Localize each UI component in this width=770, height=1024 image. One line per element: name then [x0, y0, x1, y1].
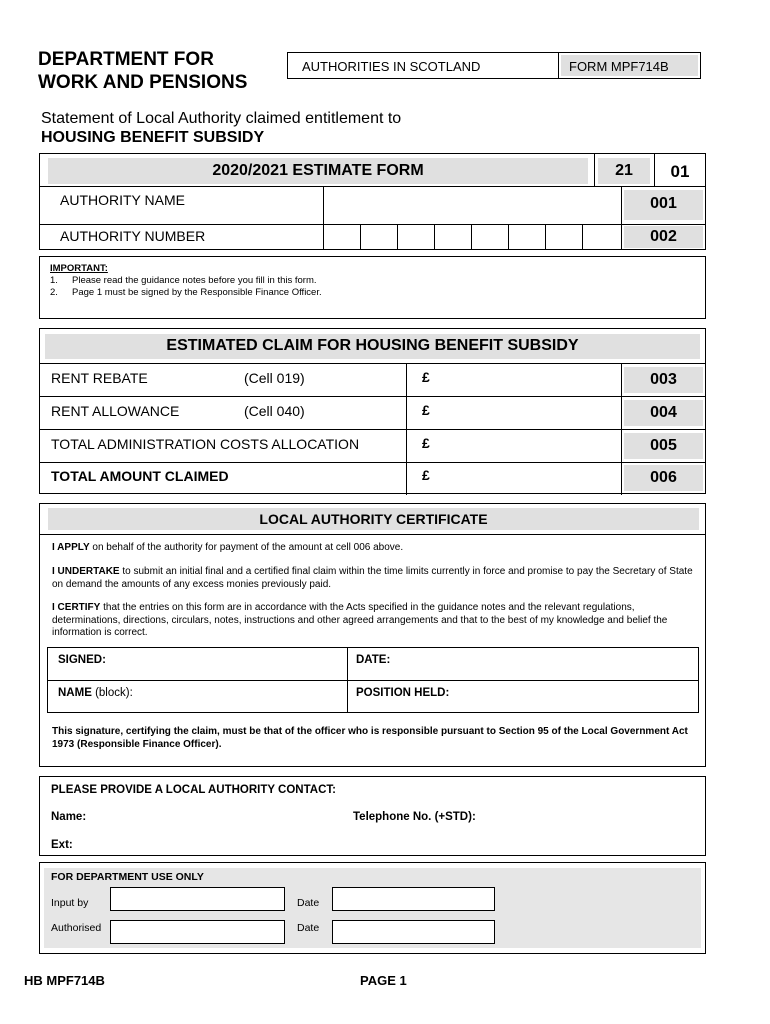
- contact-name-label[interactable]: Name:: [51, 811, 87, 823]
- header-box: [287, 52, 701, 79]
- rent-rebate-amount[interactable]: [438, 365, 618, 394]
- claim-section: [39, 328, 706, 494]
- estimate-section: [39, 153, 706, 250]
- authority-number-boxes[interactable]: [323, 224, 621, 250]
- certify-statement: I CERTIFY that the entries on this form are in accordance with the Acts specified in the guidance notes and the relevant regulations, determinations, directions, circulars, notes, instructions and other agreed arrangements and that to the best of my knowledge and belief the information is correct.: [52, 602, 668, 638]
- name-field[interactable]: NAME (block):: [58, 687, 133, 699]
- claim-row-total: TOTAL AMOUNT CLAIMED £ 006: [40, 462, 705, 495]
- apply-statement: I APPLY on behalf of the authority for payment of the amount at cell 006 above.: [52, 542, 404, 553]
- input-by-field[interactable]: [110, 887, 285, 911]
- department-use-title: FOR DEPARTMENT USE ONLY: [51, 871, 204, 883]
- certificate-title: LOCAL AUTHORITY CERTIFICATE: [48, 508, 699, 530]
- footer-page-number: PAGE 1: [360, 973, 407, 988]
- position-field[interactable]: POSITION HELD:: [356, 687, 450, 699]
- contact-ext-label[interactable]: Ext:: [51, 839, 73, 851]
- signed-field[interactable]: SIGNED:: [58, 654, 106, 666]
- authority-number-label: AUTHORITY NUMBER: [60, 228, 206, 244]
- estimate-code-a: 21: [598, 158, 650, 184]
- claim-row-admin-costs: TOTAL ADMINISTRATION COSTS ALLOCATION £ 005: [40, 429, 705, 462]
- footer-form-code: HB MPF714B: [24, 973, 105, 988]
- date-field-1[interactable]: [332, 887, 495, 911]
- contact-section: [39, 776, 706, 856]
- rent-allowance-amount[interactable]: [438, 398, 618, 427]
- important-notes: [39, 256, 706, 319]
- authority-name-code: 001: [624, 190, 703, 220]
- contact-title: PLEASE PROVIDE A LOCAL AUTHORITY CONTACT:: [51, 784, 336, 796]
- authority-name-label: AUTHORITY NAME: [60, 192, 185, 208]
- date-label-2: Date: [297, 922, 320, 934]
- estimate-code-b: 01: [658, 158, 702, 184]
- estimate-title: 2020/2021 ESTIMATE FORM: [48, 158, 588, 184]
- authority-number-code: 002: [624, 226, 703, 248]
- department-use-section: [39, 862, 706, 954]
- authority-name-field[interactable]: [324, 187, 620, 223]
- department-title: [38, 48, 247, 94]
- department-line-2: WORK AND PENSIONS: [38, 72, 248, 93]
- date-field[interactable]: DATE:: [356, 654, 391, 666]
- statement-line-1: Statement of Local Authority claimed entitlement to: [41, 110, 402, 127]
- department-line-1: DEPARTMENT FOR: [38, 49, 214, 70]
- date-label-1: Date: [297, 897, 320, 909]
- admin-costs-amount[interactable]: [438, 431, 618, 460]
- contact-phone-label[interactable]: Telephone No. (+STD):: [353, 811, 476, 823]
- date-field-2[interactable]: [332, 920, 495, 944]
- certificate-section: [39, 503, 706, 767]
- important-note-1: 1. Please read the guidance notes before you fill in this form.: [50, 275, 317, 286]
- authorised-field[interactable]: [110, 920, 285, 944]
- claim-title: ESTIMATED CLAIM FOR HOUSING BENEFIT SUBSIDY: [45, 334, 700, 359]
- input-by-label: Input by: [51, 897, 89, 909]
- signature-footnote: This signature, certifying the claim, must be that of the officer who is responsible pursuant to Section 95 of the Local Government Act 1973 (Responsible Finance Officer).: [52, 726, 688, 750]
- claim-row-rent-rebate: RENT REBATE (Cell 019) £ 003: [40, 363, 705, 396]
- important-note-2: 2. Page 1 must be signed by the Responsible Finance Officer.: [50, 287, 322, 298]
- important-title: IMPORTANT:: [50, 263, 108, 274]
- authorities-label: AUTHORITIES IN SCOTLAND: [288, 53, 559, 78]
- statement-line-2: HOUSING BENEFIT SUBSIDY: [41, 129, 265, 146]
- claim-row-rent-allowance: RENT ALLOWANCE (Cell 040) £ 004: [40, 396, 705, 429]
- authorised-label: Authorised: [51, 922, 102, 934]
- undertake-statement: I UNDERTAKE to submit an initial final and a certified final claim within the time limits currently in force and promise to pay the Secretary of State on demand the amounts of any excess monies previously paid.: [52, 566, 693, 590]
- statement-title: [41, 109, 401, 147]
- signature-grid: [47, 647, 699, 713]
- form-code: FORM MPF714B: [561, 55, 698, 76]
- total-amount[interactable]: [438, 464, 618, 492]
